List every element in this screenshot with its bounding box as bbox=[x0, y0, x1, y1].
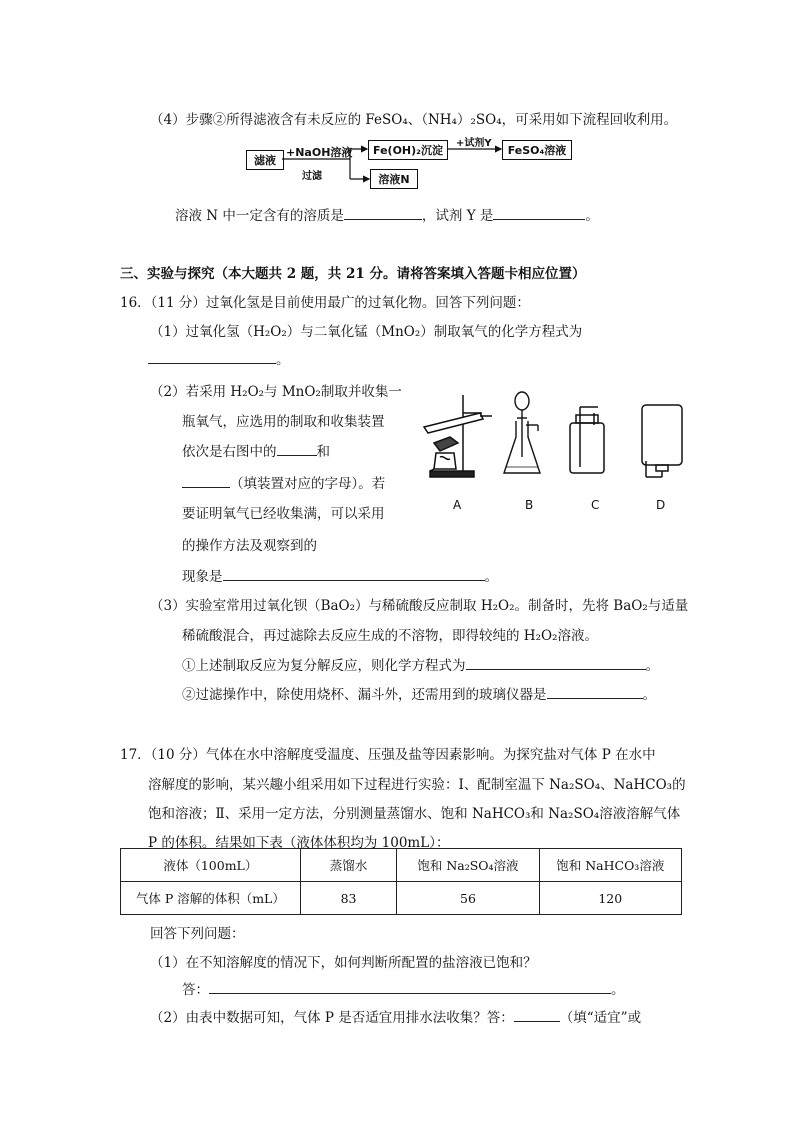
q15-4-question bbox=[175, 204, 599, 224]
table-cell: 气体 P 溶解的体积（mL） bbox=[121, 882, 301, 915]
table-header-cell: 饱和 Na₂SO₄溶液 bbox=[397, 849, 539, 882]
q15-4-prefix: 溶液 N 中一定含有的溶质是 bbox=[175, 208, 344, 224]
flow-op: 过滤 bbox=[302, 171, 322, 182]
flow-product1-box: Fe(OH)₂沉淀 bbox=[368, 140, 448, 160]
q16-part2-end: 。 bbox=[484, 569, 498, 585]
q16-part2-line1: （2）若采用 H₂O₂与 MnO₂制取并收集一 bbox=[150, 384, 402, 400]
table-cell: 56 bbox=[397, 882, 539, 915]
answer-blank-saturation[interactable] bbox=[209, 979, 611, 994]
q15-4-mid: ，试剂 Y 是 bbox=[421, 208, 494, 224]
answer-blank-equation-1[interactable] bbox=[148, 349, 276, 364]
answer-blank-solute[interactable] bbox=[344, 205, 422, 220]
answer-blank-equation-2[interactable] bbox=[466, 655, 646, 670]
answer-blank-device-1[interactable] bbox=[277, 441, 317, 456]
q16-part3-line4 bbox=[182, 683, 656, 703]
q16-part2-line7-text: 现象是 bbox=[182, 569, 223, 585]
apparatus-d-image bbox=[642, 405, 682, 477]
answer-blank-reagent-y[interactable] bbox=[493, 205, 585, 220]
table-cell: 83 bbox=[300, 882, 397, 915]
q17-part2 bbox=[150, 1006, 641, 1026]
q16-part3-line4-text: ②过滤操作中，除使用烧杯、漏斗外，还需用到的玻璃仪器是 bbox=[182, 687, 547, 703]
q17-part2-tail: （填“适宜”或 bbox=[559, 1010, 642, 1026]
q16-part3-line2: 稀硫酸混合，再过滤除去反应生成的不溶物，即得较纯的 H₂O₂溶液。 bbox=[182, 628, 598, 644]
q16-stem: 16．（11 分）过氧化氢是目前使用最广的过氧化物。回答下列问题： bbox=[120, 295, 530, 311]
q16-part3-line3-end: 。 bbox=[645, 658, 659, 674]
q17-part1: （1）在不知溶解度的情况下，如何判断所配置的盐溶液已饱和？ bbox=[150, 955, 537, 971]
q16-part1: （1）过氧化氢（H₂O₂）与二氧化锰（MnO₂）制取氧气的化学方程式为 bbox=[150, 324, 583, 340]
q16-part3-line3-text: ①上述制取反应为复分解反应，则化学方程式为 bbox=[182, 658, 466, 674]
apparatus-label-c: C bbox=[591, 498, 600, 512]
flow-reagent2: +试剂Y bbox=[456, 138, 492, 149]
apparatus-figure bbox=[420, 385, 690, 490]
q17-part1-answer-label: 答： bbox=[182, 982, 209, 998]
flow-reagent1: +NaOH溶液 bbox=[286, 146, 353, 159]
apparatus-b-image bbox=[504, 392, 540, 473]
q15-4-end: 。 bbox=[585, 208, 599, 224]
q16-part2-line6: 的操作方法及观察到的 bbox=[182, 538, 317, 554]
q16-part2-line2: 瓶氧气，应选用的制取和收集装置 bbox=[182, 414, 385, 430]
q17-part1-end: 。 bbox=[611, 982, 625, 998]
table-header-cell: 蒸馏水 bbox=[300, 849, 397, 882]
q16-part1-end: 。 bbox=[276, 352, 290, 368]
q17-part1-answer bbox=[182, 978, 625, 998]
apparatus-label-a: A bbox=[453, 498, 462, 512]
q16-part2-line3 bbox=[182, 440, 330, 460]
q16-part3-line3 bbox=[182, 654, 659, 674]
q16-part3-line4-end: 。 bbox=[642, 687, 656, 703]
flow-product2-box: FeSO₄溶液 bbox=[502, 140, 572, 160]
apparatus-a-image bbox=[424, 395, 492, 477]
q17-stem-line4: P 的体积。结果如下表（液体体积均为 100mL）： bbox=[148, 835, 450, 851]
q17-stem-line1: 17．（10 分）气体在水中溶解度受温度、压强及盐等因素影响。为探究盐对气体 P 在水中 bbox=[120, 747, 656, 763]
flow-start-box: 滤液 bbox=[246, 150, 284, 170]
q16-part2-line3-text: 依次是右图中的 bbox=[182, 444, 277, 460]
answer-blank-suitable[interactable] bbox=[514, 1007, 560, 1022]
q17-answer-prompt: 回答下列问题： bbox=[150, 926, 245, 942]
answer-blank-device-2[interactable] bbox=[182, 473, 230, 488]
q16-part2-and: 和 bbox=[316, 444, 330, 460]
section-3-heading: 三、实验与探究（本大题共 2 题，共 21 分。请将答案填入答题卡相应位置） bbox=[120, 266, 586, 282]
q16-part2-line5: 要证明氧气已经收集满，可以采用 bbox=[182, 506, 385, 522]
apparatus-label-b: B bbox=[525, 498, 534, 512]
table-header-cell: 饱和 NaHCO₃溶液 bbox=[539, 849, 681, 882]
q17-stem-line3: 饱和溶液；Ⅱ、采用一定方法，分别测量蒸馏水、饱和 NaHCO₃和 Na₂SO₄溶液溶解气体 bbox=[148, 806, 681, 822]
q15-4-line: （4）步骤②所得滤液含有未反应的 FeSO₄、（NH₄）₂SO₄，可采用如下流程回收利用。 bbox=[150, 112, 678, 128]
q17-part2-text: （2）由表中数据可知，气体 P 是否适宜用排水法收集？答： bbox=[150, 1010, 514, 1026]
q16-part2-line7 bbox=[182, 565, 498, 585]
answer-blank-glassware[interactable] bbox=[547, 684, 643, 699]
q16-part2-line4-text: （填装置对应的字母）。若 bbox=[230, 476, 386, 492]
table-header-cell: 液体（100mL） bbox=[121, 849, 301, 882]
apparatus-label-d: D bbox=[656, 498, 666, 512]
flow-arrows bbox=[240, 130, 580, 192]
solubility-table bbox=[120, 848, 682, 915]
apparatus-c-image bbox=[570, 407, 604, 473]
table-cell: 120 bbox=[539, 882, 681, 915]
q16-part1-answer bbox=[148, 348, 290, 368]
q16-part2-line4 bbox=[182, 472, 385, 492]
table-row bbox=[121, 882, 682, 915]
answer-blank-phenomenon[interactable] bbox=[223, 566, 485, 581]
q17-stem-line2: 溶解度的影响，某兴趣小组采用如下过程进行实验：Ⅰ、配制室温下 Na₂SO₄、NaHCO₃的 bbox=[148, 777, 686, 793]
flow-product3-box: 溶液N bbox=[370, 169, 418, 189]
q16-part3-line1: （3）实验室常用过氧化钡（BaO₂）与稀硫酸反应制取 H₂O₂。制备时，先将 BaO₂与适量 bbox=[150, 598, 689, 614]
table-header-row bbox=[121, 849, 682, 882]
